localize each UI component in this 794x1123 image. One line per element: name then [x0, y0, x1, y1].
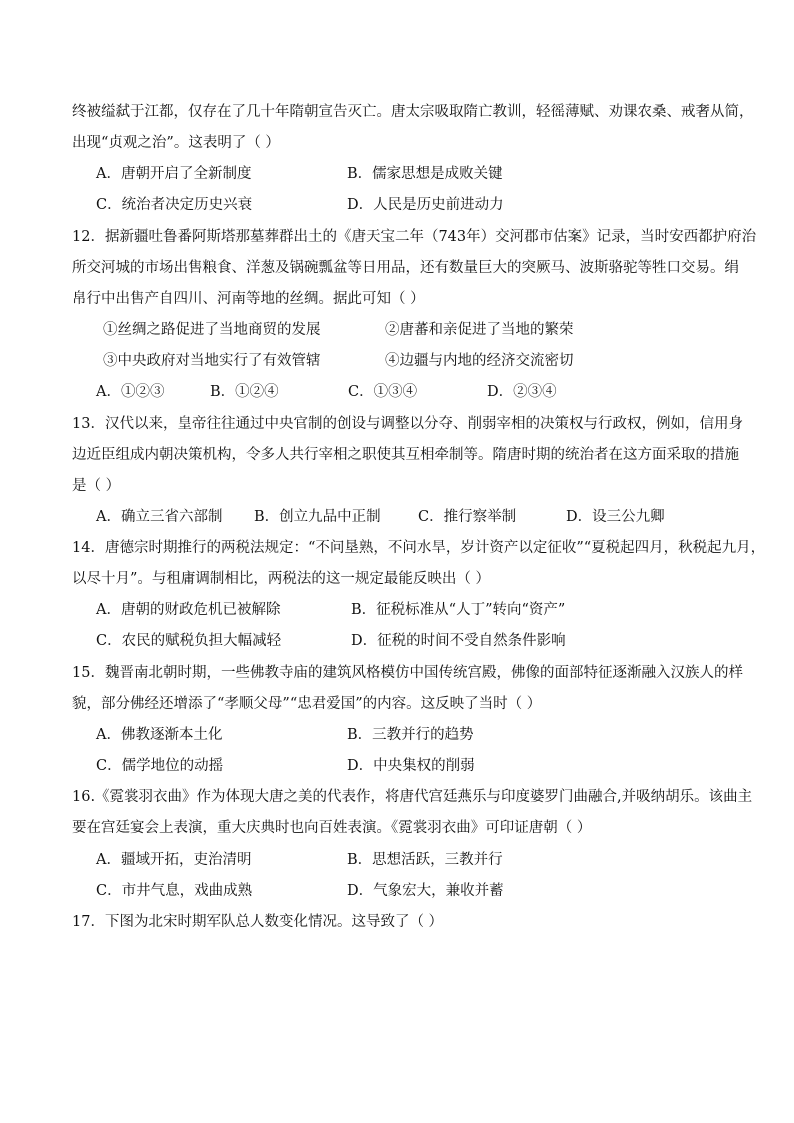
q14-option-d[interactable]: D．征税的时间不受自然条件影响 — [351, 633, 566, 649]
q12-statement-3: ③中央政府对当地实行了有效管辖 — [103, 353, 321, 369]
q16-line-1: 16.《霓裳羽衣曲》作为体现大唐之美的代表作，将唐代宫廷燕乐与印度婆罗门曲融合,并吸纳胡乐。该曲主 — [72, 789, 753, 805]
q11-line-1: 终被缢弑于江都，仅存在了几十年隋朝宣告灭亡。唐太宗吸取隋亡教训，轻徭薄赋、劝课农桑、戒奢从简， — [72, 104, 754, 120]
q12-statement-1: ①丝绸之路促进了当地商贸的发展 — [103, 322, 321, 338]
q12-statement-2: ②唐蕃和亲促进了当地的繁荣 — [385, 322, 574, 338]
q14-option-b[interactable]: B．征税标准从“人丁”转向“资产” — [351, 602, 566, 618]
q14-option-c[interactable]: C．农民的赋税负担大幅减轻 — [96, 633, 282, 649]
q15-line-2: 貌，部分佛经还增添了“孝顺父母”“忠君爱国”的内容。这反映了当时（ ） — [72, 696, 542, 712]
q16-line-2: 要在宫廷宴会上表演，重大庆典时也向百姓表演。《霓裳羽衣曲》可印证唐朝（ ） — [72, 820, 592, 836]
q11-option-d[interactable]: D．人民是历史前进动力 — [347, 197, 504, 213]
q15-option-d[interactable]: D．中央集权的削弱 — [347, 758, 475, 774]
q13-option-d[interactable]: D．设三公九卿 — [566, 509, 665, 525]
q11-option-c[interactable]: C．统治者决定历史兴衰 — [96, 197, 253, 213]
q12-line-3: 帛行中出售产自四川、河南等地的丝绸。据此可知（ ） — [72, 291, 425, 307]
q16-option-a[interactable]: A．疆域开拓，吏治清明 — [96, 852, 252, 868]
q13-line-3: 是（ ） — [72, 478, 121, 494]
q16-option-c[interactable]: C．市井气息，戏曲成熟 — [96, 883, 253, 899]
q14-option-a[interactable]: A．唐朝的财政危机已被解除 — [96, 602, 281, 618]
q15-line-1: 15．魏晋南北朝时期，一些佛教寺庙的建筑风格模仿中国传统宫殿，佛像的面部特征逐渐融入汉族人的样 — [72, 665, 743, 681]
q11-line-2: 出现“贞观之治”。这表明了（ ） — [72, 135, 280, 151]
q13-line-1: 13．汉代以来，皇帝往往通过中央官制的创设与调整以分夺、削弱宰相的决策权与行政权，例如，信用身 — [72, 416, 743, 432]
q12-option-a[interactable]: A．①②③ — [96, 384, 165, 400]
q14-line-1: 14．唐德宗时期推行的两税法规定：“不问垦熟，不问水旱，岁计资产以定征收”“夏税起四月，秋税起九月， — [72, 540, 766, 556]
q17-line-1: 17．下图为北宋时期军队总人数变化情况。这导致了（ ） — [72, 914, 444, 930]
q13-option-c[interactable]: C．推行察举制 — [418, 509, 517, 525]
q11-option-a[interactable]: A．唐朝开启了全新制度 — [96, 166, 252, 182]
q11-option-b[interactable]: B．儒家思想是成败关键 — [347, 166, 503, 182]
q12-line-2: 所交河城的市场出售粮食、洋葱及锅碗瓢盆等日用品，还有数量巨大的突厥马、波斯骆驼等牲口交易。绢 — [72, 260, 739, 276]
q15-option-c[interactable]: C．儒学地位的动摇 — [96, 758, 224, 774]
q15-option-a[interactable]: A．佛教逐渐本土化 — [96, 727, 223, 743]
q13-option-b[interactable]: B．创立九品中正制 — [254, 509, 381, 525]
q14-line-2: 以尽十月”。与租庸调制相比，两税法的这一规定最能反映出（ ） — [72, 571, 491, 587]
q13-line-2: 边近臣组成内朝决策机构，令多人共行宰相之职使其互相牵制等。隋唐时期的统治者在这方面采取的措施 — [72, 447, 739, 463]
q12-option-d[interactable]: D．②③④ — [487, 384, 557, 400]
q16-option-d[interactable]: D．气象宏大，兼收并蓄 — [347, 883, 504, 899]
q13-option-a[interactable]: A．确立三省六部制 — [96, 509, 223, 525]
q12-line-1: 12．据新疆吐鲁番阿斯塔那墓葬群出土的《唐天宝二年（743年）交河郡市估案》记录，当时安西都护府治 — [72, 229, 757, 245]
q16-option-b[interactable]: B．思想活跃，三教并行 — [347, 852, 503, 868]
q12-option-b[interactable]: B．①②④ — [210, 384, 279, 400]
q12-option-c[interactable]: C．①③④ — [348, 384, 418, 400]
q15-option-b[interactable]: B．三教并行的趋势 — [347, 727, 474, 743]
q12-statement-4: ④边疆与内地的经济交流密切 — [385, 353, 574, 369]
